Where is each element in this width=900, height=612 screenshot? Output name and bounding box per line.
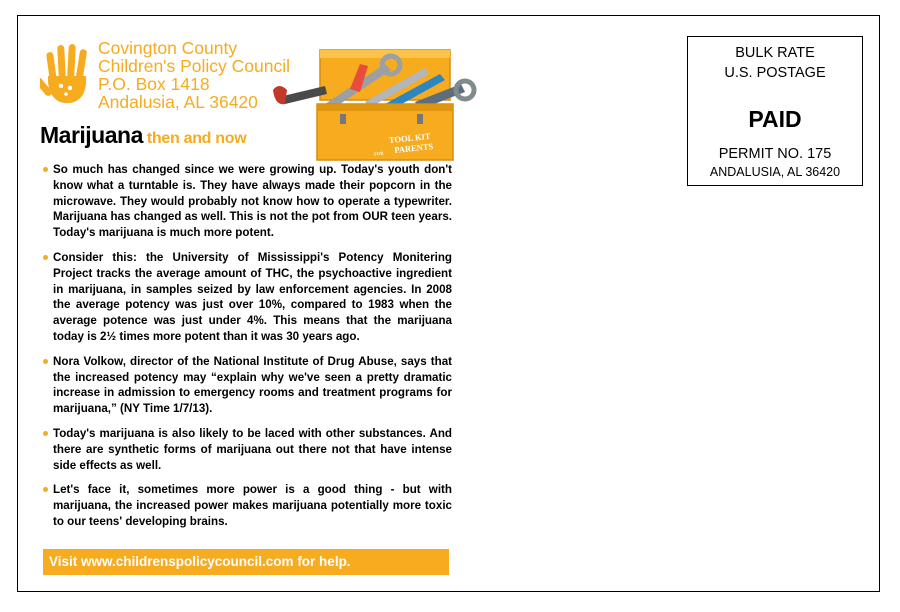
headline-main: Marijuana: [40, 122, 143, 148]
city-state-zip: Andalusia, AL 36420: [98, 92, 258, 112]
toolbox-icon: [265, 44, 480, 162]
bullet-dot-icon: [43, 255, 48, 260]
postage-city: ANDALUSIA, AL 36420: [709, 165, 841, 179]
toolkit-label-line2: PARENTS: [393, 141, 434, 156]
bullet-text: Consider this: the University of Mississippi's Potency Monitering Project tracks the average amount of THC, the psychoactive ingredient in marijuana, in samples seized by law enforcement agencies. In 2008 the average potency was just over 10%, compared to 1983 when the average potence was just under 4%. This means that the marijuana today is 2½ times more potent than it was 30 years ago.: [53, 250, 452, 343]
bullet-dot-icon: [43, 431, 48, 436]
bullet-list: [42, 162, 452, 539]
postage-indicia: [687, 36, 863, 186]
po-box: P.O. Box 1418: [98, 74, 210, 94]
bullet-dot-icon: [43, 487, 48, 492]
toolkit-label-line1: TOOL KIT: [388, 130, 431, 146]
hand-logo-icon: [40, 42, 96, 106]
postage-permit: PERMIT NO. 175: [718, 146, 832, 162]
return-address: [98, 39, 290, 111]
bullet-text: Today's marijuana is also likely to be laced with other substances. And there are synthetic forms of marijuana out there not that have intense side effects as well.: [53, 426, 452, 472]
postage-us-postage: U.S. POSTAGE: [724, 65, 826, 81]
list-item: [42, 162, 452, 241]
headline: [40, 122, 246, 149]
org-name-line2: Children's Policy Council: [98, 56, 291, 76]
bullet-dot-icon: [43, 167, 48, 172]
website-banner[interactable]: Visit www.childrenspolicycouncil.com for help.: [43, 549, 449, 575]
bullet-dot-icon: [43, 359, 48, 364]
bullet-text: Nora Volkow, director of the National Institute of Drug Abuse, says that the increased potency may “explain why we've seen a pretty dramatic increase in admission to emergency rooms and treatment programs for marijuana,” (NY Time 1/7/13).: [53, 354, 452, 416]
list-item: [42, 426, 452, 473]
org-name-line1: Covington County: [98, 38, 238, 58]
bullet-text: Let's face it, sometimes more power is a good thing - but with marijuana, the increased power makes marijuana potentially more toxic to our teens' developing brains.: [53, 483, 452, 528]
list-item: [42, 250, 452, 345]
list-item: [42, 354, 452, 417]
postage-paid: PAID: [748, 106, 802, 132]
headline-sub: then and now: [146, 130, 247, 147]
bullet-text: So much has changed since we were growing up. Today's youth don't know what a turntable is. They have always made their popcorn in the microwave. They would probably not know how to operate a typewriter. Marijuana has changed as well. This is not the pot from OUR teen years. Today's marijuana is much more potent.: [53, 163, 452, 240]
list-item: [42, 482, 452, 529]
toolkit-label-for: FOR: [373, 150, 384, 157]
postage-bulk-rate: BULK RATE: [735, 45, 815, 61]
